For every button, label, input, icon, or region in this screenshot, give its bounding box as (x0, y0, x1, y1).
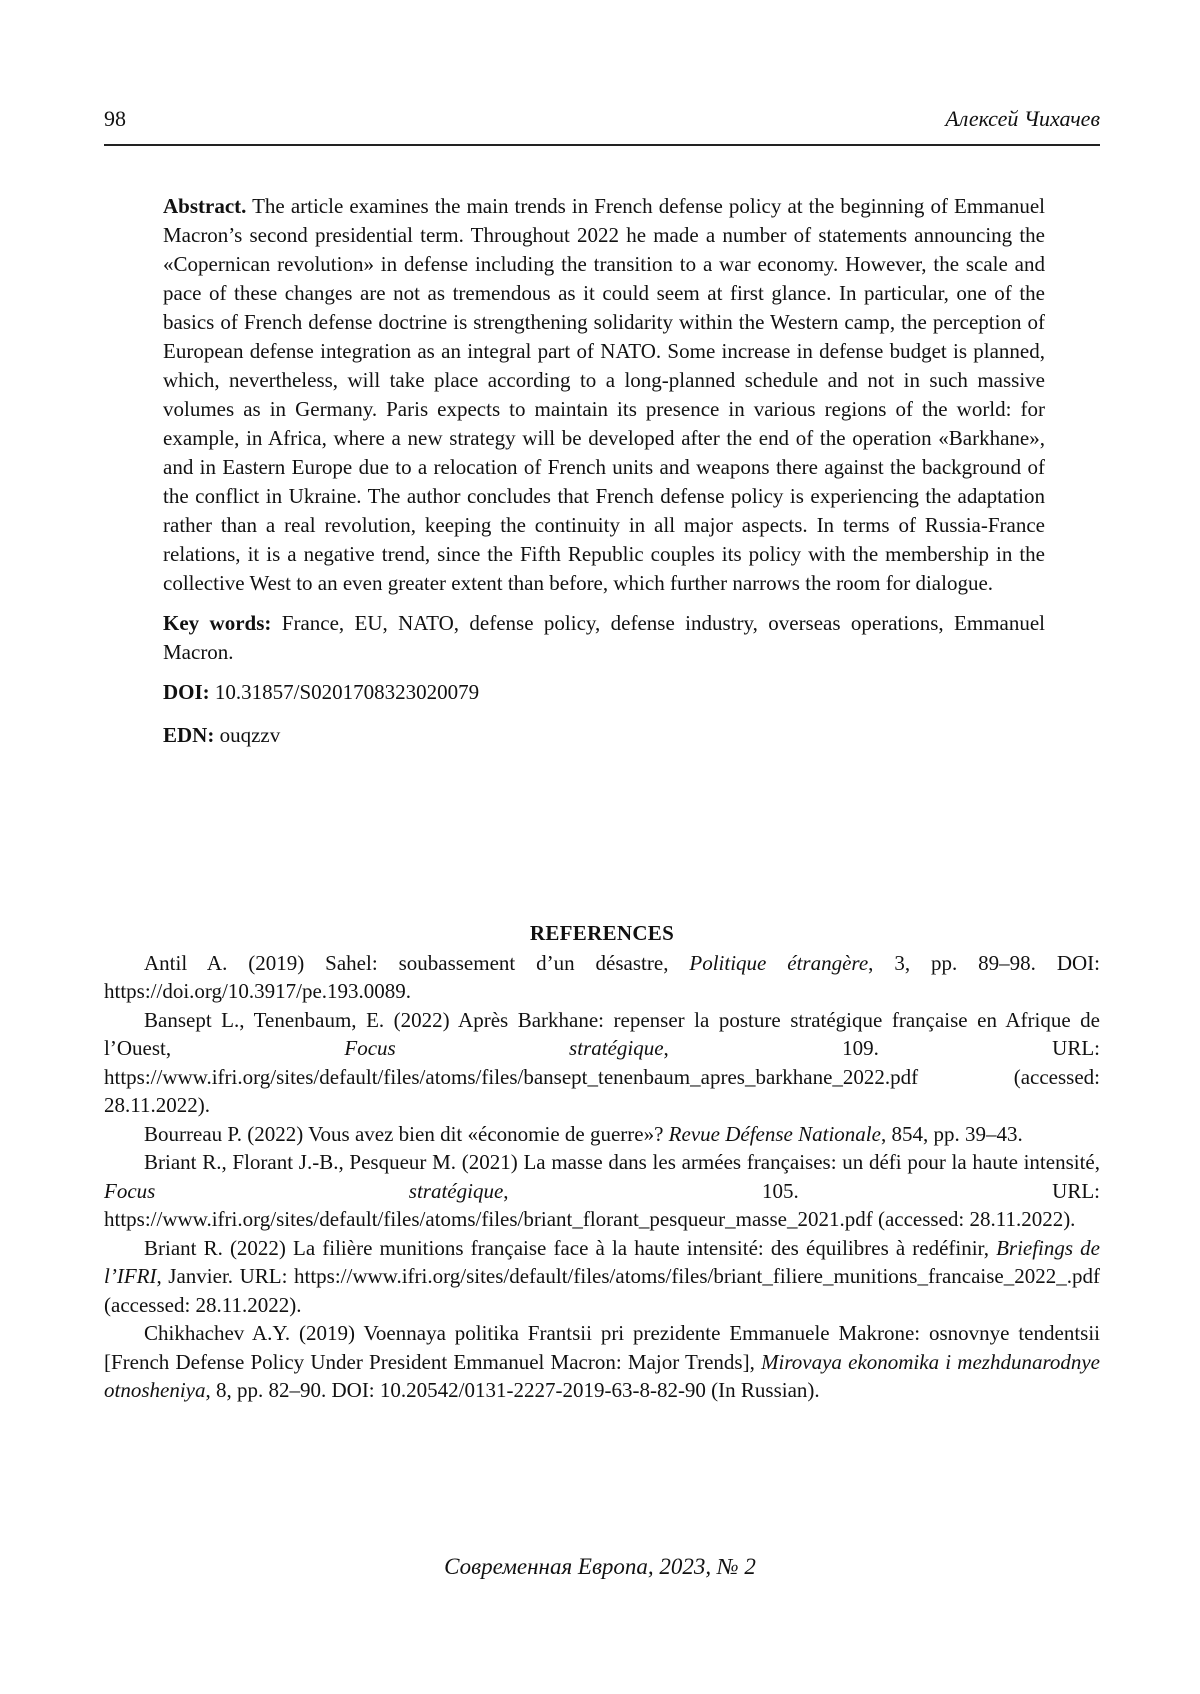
keywords-text: France, EU, NATO, defense policy, defense industry, overseas operations, Emmanuel Macron. (163, 611, 1046, 664)
references-section (104, 919, 1100, 1405)
page-number: 98 (104, 106, 126, 131)
reference-entry (104, 1120, 1100, 1149)
reference-text: Bourreau P. (2022) Vous avez bien dit «économie de guerre»? (144, 1121, 669, 1146)
reference-source-title: Focus stratégique (104, 1178, 504, 1203)
reference-entry (104, 1234, 1100, 1320)
references-title: REFERENCES (529, 921, 675, 945)
doi-value: 10.31857/S0201708323020079 (214, 680, 480, 704)
reference-entry (104, 949, 1100, 1006)
edn-line (163, 721, 1045, 750)
reference-text: , 105. URL: https://www.ifri.org/sites/default/files/atoms/files/briant_florant_pesqueur_masse_2021.pdf (accessed: 28.11.2022). (104, 1178, 1100, 1231)
reference-text: Bansept L., Tenenbaum, E. (2022) Après Barkhane: repenser la posture stratégique française en Afrique de l’Ouest, (104, 1007, 1100, 1060)
reference-text: , 854, pp. 39–43. (880, 1121, 1023, 1146)
page-header (104, 104, 1100, 146)
edn-label: EDN: (163, 723, 215, 747)
keywords-label: Key words: (163, 611, 272, 635)
abstract-text: The article examines the main trends in French defense policy at the beginning of Emmanuel Macron’s second presidential term. Throughout 2022 he made a number of statements announcing the «Copernican revolution» in defense including the transition to a war economy. However, the scale and pace of these changes are not as tremendous as it could seem at first glance. In particular, one of the basics of French defense doctrine is strengthening solidarity within the Western camp, the perception of European defense integration as an integral part of NATO. Some increase in defense budget is planned, which, nevertheless, will take place according to a long-planned schedule and not in such massive volumes as in Germany. Paris expects to maintain its presence in various regions of the world: for example, in Africa, where a new strategy will be developed after the end of the operation «Barkhane», and in Eastern Europe due to a relocation of French units and weapons there against the background of the conflict in Ukraine. The author concludes that French defense policy is experiencing the adaptation rather than a real revolution, keeping the continuity in all major aspects. In terms of Russia-France relations, it is a negative trend, since the Fifth Republic couples its policy with the membership in the collective West to an even greater extent than before, which further narrows the room for dialogue. (163, 194, 1045, 595)
keywords-paragraph (163, 609, 1045, 667)
abstract-label: Abstract. (163, 194, 247, 218)
reference-source-title: Revue Défense Nationale (668, 1121, 881, 1146)
edn-value: ouqzzv (219, 723, 281, 747)
reference-source-title: Focus stratégique (344, 1036, 664, 1060)
abstract-block (163, 192, 1045, 764)
reference-text: , Janvier. URL: https://www.ifri.org/sites/default/files/atoms/files/briant_filiere_munitions_francaise_2022_.pdf (accessed: 28.11.2022). (104, 1264, 1100, 1317)
reference-text: , 3, pp. 89–98. DOI: https://doi.org/10.3917/pe.193.0089. (104, 950, 1100, 1003)
reference-entry (104, 1319, 1100, 1405)
reference-text: Chikhachev A.Y. (2019) Voennaya politika Frantsii pri prezidente Emmanuele Makrone: osnovnye tendentsii [French Defense Policy Under President Emmanuel Macron: Major Trends], (104, 1321, 1100, 1374)
page-footer: Современная Европа, 2023, № 2 (444, 1554, 756, 1579)
reference-source-title: Briefings de l’IFRI (104, 1235, 1100, 1288)
running-head-author: Алексей Чихачев (945, 106, 1100, 131)
reference-text: , 109. URL: https://www.ifri.org/sites/default/files/atoms/files/bansept_tenenbaum_apres_barkhane_2022.pdf (accessed: 28.11.2022). (104, 1036, 1100, 1117)
reference-source-title: Mirovaya ekonomika i mezhdunarodnye otnosheniya (104, 1349, 1101, 1402)
reference-entry (104, 1148, 1100, 1234)
reference-text: Briant R. (2022) La filière munitions française face à la haute intensité: des équilibres à redéfinir, (144, 1235, 997, 1260)
doi-label: DOI: (163, 680, 210, 704)
reference-text: Briant R., Florant J.-B., Pesqueur M. (2021) La masse dans les armées françaises: un défi pour la haute intensité, (144, 1150, 1100, 1174)
reference-text: Antil A. (2019) Sahel: soubassement d’un désastre, (144, 950, 690, 975)
abstract-paragraph (163, 192, 1045, 598)
reference-text: , 8, pp. 82–90. DOI: 10.20542/0131-2227-2019-63-8-82-90 (In Russian). (205, 1378, 820, 1402)
reference-source-title: Politique étrangère (689, 950, 869, 975)
reference-entry (104, 1006, 1100, 1120)
doi-line (163, 678, 1045, 707)
